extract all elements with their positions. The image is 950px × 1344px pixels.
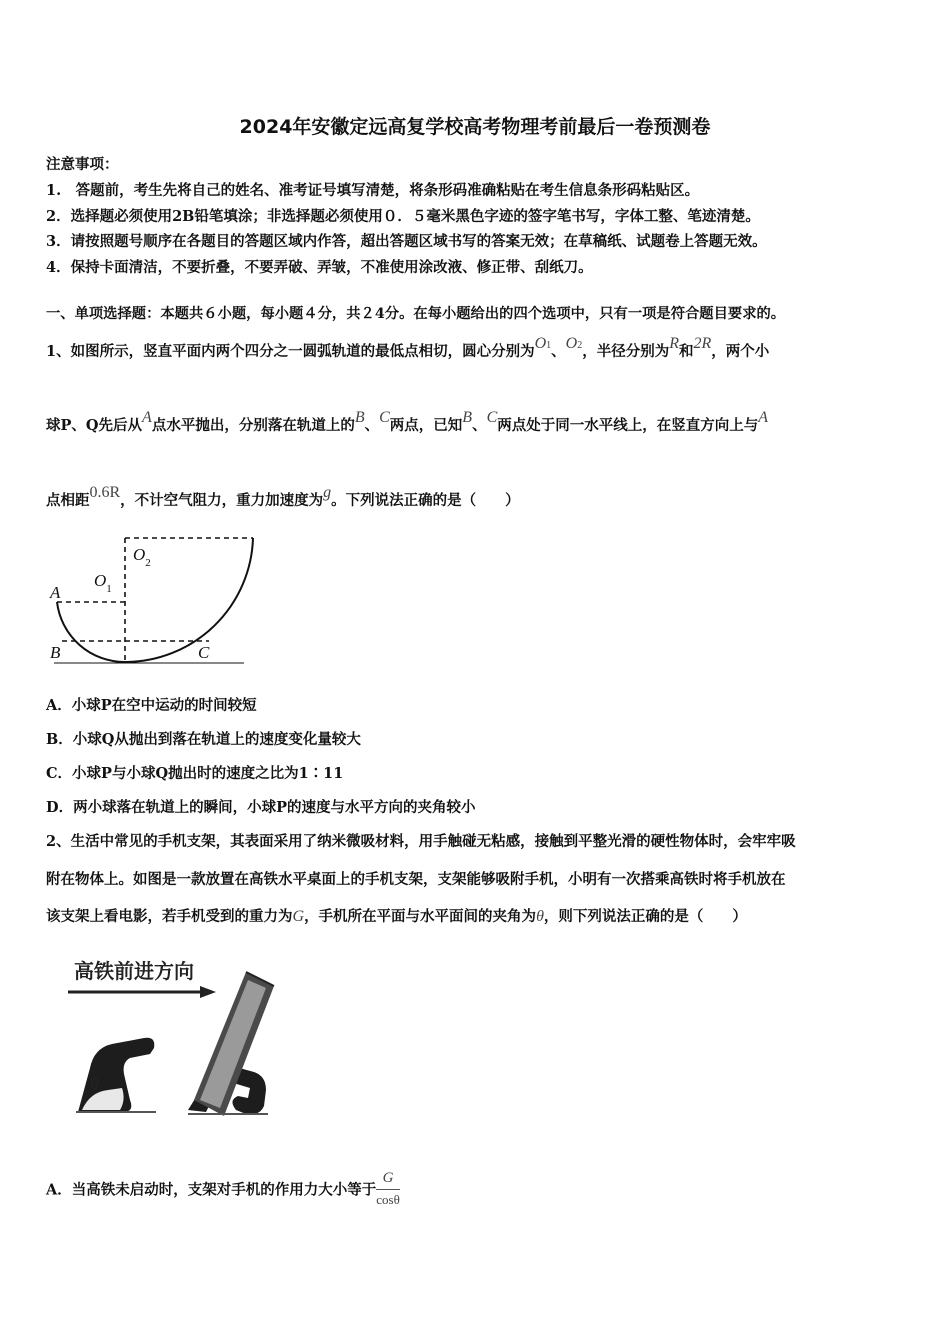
notice-item-2: 2．选择题必须使用2B铅笔填涂；非选择题必须使用０．５毫米黑色字迹的签字笔书写，字体工整、笔迹清楚。 [46, 208, 760, 225]
q1-line-1: 1、如图所示，竖直平面内两个四分之一圆弧轨道的最低点相切，圆心分别为O1、O2，半径分别为R和2R，两个小 [46, 335, 770, 360]
theta-label: θ [90, 1074, 100, 1094]
math-o1: O1 [534, 335, 552, 352]
label-o2: $O_2$ [133, 545, 151, 569]
q1-option-c: C．小球P与小球Q抛出时的速度之比为1∶11 [46, 765, 344, 782]
holder-left [76, 1038, 156, 1112]
q1-option-b: B．小球Q从抛出到落在轨道上的速度变化量较大 [46, 731, 361, 748]
notice-item-1: 1. 答题前，考生先将自己的姓名、准考证号填写清楚，将条形码准确粘贴在考生信息条形码粘贴区。 [46, 182, 700, 199]
q1-line-3: 点相距0.6R，不计空气阻力，重力加速度为g。下列说法正确的是（ ） [46, 484, 520, 509]
q1-option-a: A．小球P在空中运动的时间较短 [46, 697, 257, 714]
label-c: C [198, 643, 210, 662]
q1-option-d: D．两小球落在轨道上的瞬间，小球P的速度与水平方向的夹角较小 [46, 799, 476, 816]
math-o2: O2 [565, 335, 583, 352]
small-arc [57, 602, 125, 662]
q2-option-a: A．当高铁未启动时，支架对手机的作用力大小等于 $\frac{G}{\cos\theta}$ [46, 1170, 400, 1207]
notice-item-4: 4．保持卡面清洁，不要折叠，不要弄破、弄皱，不准使用涂改液、修正带、刮纸刀。 [46, 259, 593, 276]
fraction-g-over-cos-theta: $\frac{G}{\cos\theta}$ [376, 1170, 400, 1207]
direction-arrow-icon [200, 986, 216, 998]
section-heading: 一、单项选择题：本题共６小题，每小题４分，共２4分。在每小题给出的四个选项中，只有一项是符合题目要求的。 [46, 306, 786, 322]
page-title: 2024年安徽定远高复学校高考物理考前最后一卷预测卷 [239, 116, 711, 138]
direction-caption: 高铁前进方向 [74, 959, 194, 983]
q2-phone-holder-figure [60, 950, 290, 1125]
notice-item-3: 3．请按照题号顺序在各题目的答题区域内作答，超出答题区域书写的答案无效；在草稿纸、试题卷上答题无效。 [46, 233, 767, 250]
label-o1: $O_1$ [94, 571, 112, 595]
label-a: A [50, 583, 61, 602]
q2-line-3: 该支架上看电影，若手机受到的重力为G，手机所在平面与水平面间的夹角为θ，则下列说法正确的是（ ） [46, 908, 747, 925]
label-b: B [50, 643, 61, 662]
q1-line-2: 球P、Q先后从A点水平抛出，分别落在轨道上的B、C两点，已知B、C两点处于同一水平线上，在竖直方向上与A [46, 409, 769, 434]
q2-line-2: 附在物体上。如图是一款放置在高铁水平桌面上的手机支架，支架能够吸附手机，小明有一次搭乘高铁时将手机放在 [46, 871, 786, 888]
q1-track-figure [44, 534, 264, 674]
notice-heading: 注意事项： [46, 156, 119, 173]
q2-line-1: 2、生活中常见的手机支架，其表面采用了纳米微吸材料，用手触碰无粘感，接触到平整光滑的硬性物体时，会牢牢吸 [46, 833, 796, 850]
